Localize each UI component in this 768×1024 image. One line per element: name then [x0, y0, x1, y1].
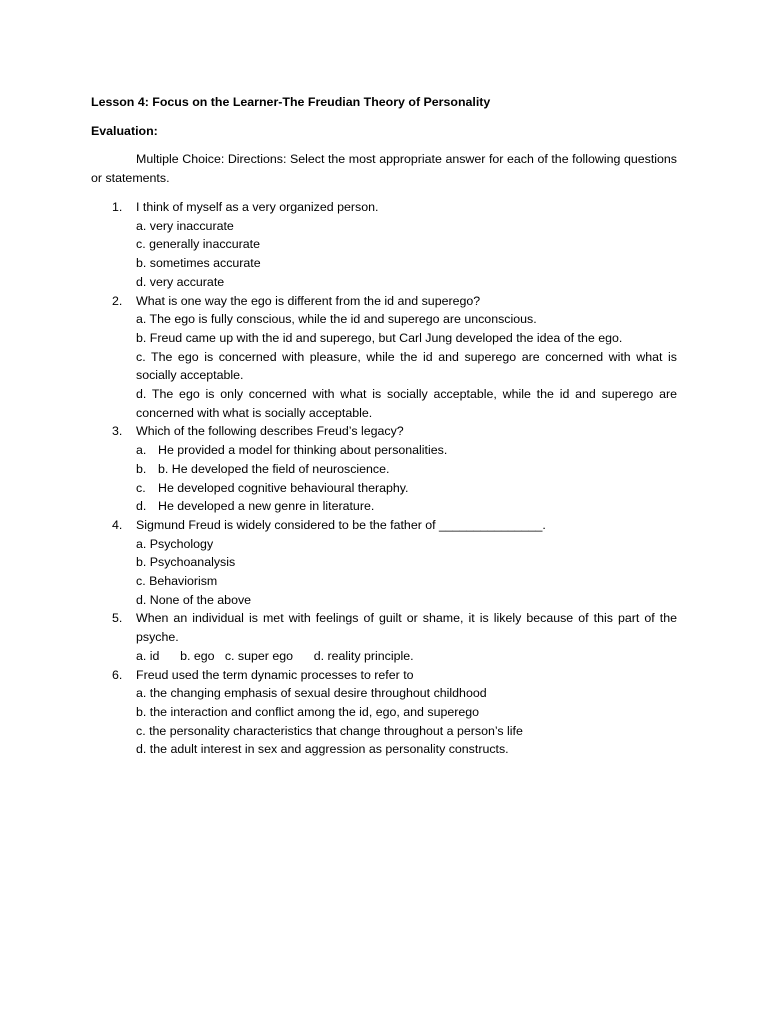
answer-option	[136, 497, 677, 516]
option-text: He provided a model for thinking about personalities.	[158, 443, 448, 458]
question-6	[91, 666, 677, 760]
question-2	[91, 292, 677, 423]
answer-option: c. Behaviorism	[136, 574, 218, 589]
answer-option	[136, 441, 677, 460]
answer-option: d. The ego is only concerned with what is socially acceptable, while the id and superego are concerned with what is socially acceptable.	[136, 387, 677, 420]
question-3	[91, 422, 677, 516]
answer-option: a. Psychology	[136, 536, 214, 551]
directions-paragraph: Multiple Choice: Directions: Select the most appropriate answer for each of the following questions or statements.	[91, 152, 677, 185]
option-letter: c.	[136, 480, 146, 495]
option-text: b. He developed the field of neuroscience.	[158, 461, 390, 476]
question-text: Sigmund Freud is widely considered to be the father of _______________.	[136, 517, 546, 532]
answer-options-inline: a. id b. ego c. super ego d. reality principle.	[136, 648, 414, 663]
answer-option	[136, 479, 677, 498]
option-text: He developed cognitive behavioural theraphy.	[158, 480, 409, 495]
question-number: 5.	[112, 611, 123, 626]
answer-option: d. None of the above	[136, 592, 252, 607]
option-text: He developed a new genre in literature.	[158, 499, 375, 514]
question-text: When an individual is met with feelings of guilt or shame, it is likely because of this part of the psyche.	[136, 611, 677, 645]
question-number: 1.	[112, 200, 123, 214]
question-number: 6.	[112, 667, 123, 682]
answer-option: b. Psychoanalysis	[136, 555, 236, 570]
answer-option: a. The ego is fully conscious, while the id and superego are unconscious.	[136, 312, 537, 327]
answer-option: b. sometimes accurate	[136, 256, 261, 271]
answer-option: c. generally inaccurate	[136, 237, 260, 252]
question-1	[91, 198, 677, 292]
option-letter: b.	[136, 461, 147, 476]
question-number: 4.	[112, 517, 123, 532]
answer-option: d. very accurate	[136, 274, 225, 289]
question-text: I think of myself as a very organized person.	[136, 200, 379, 214]
answer-option: b. the interaction and conflict among the id, ego, and superego	[136, 704, 480, 719]
question-text: Freud used the term dynamic processes to refer to	[136, 667, 414, 682]
question-text: What is one way the ego is different from the id and superego?	[136, 293, 481, 308]
answer-option: c. The ego is concerned with pleasure, while the id and superego are concerned with what is socially acceptable.	[136, 349, 677, 383]
option-letter: a.	[136, 443, 147, 458]
question-list	[91, 198, 677, 759]
lesson-title: Lesson 4: Focus on the Learner-The Freudian Theory of Personality	[91, 95, 491, 109]
question-5	[91, 609, 677, 665]
answer-option	[136, 460, 677, 479]
answer-option: b. Freud came up with the id and superego, but Carl Jung developed the idea of the ego.	[136, 330, 623, 345]
question-text: Which of the following describes Freud’s legacy?	[136, 424, 404, 439]
question-number: 3.	[112, 424, 123, 439]
question-number: 2.	[112, 293, 123, 308]
question-4	[91, 516, 677, 610]
answer-option: a. very inaccurate	[136, 218, 234, 233]
answer-option: d. the adult interest in sex and aggression as personality constructs.	[136, 742, 509, 757]
answer-option: c. the personality characteristics that change throughout a person’s life	[136, 723, 523, 738]
evaluation-heading: Evaluation:	[91, 124, 158, 138]
option-letter: d.	[136, 499, 147, 514]
answer-option: a. the changing emphasis of sexual desire throughout childhood	[136, 686, 487, 701]
